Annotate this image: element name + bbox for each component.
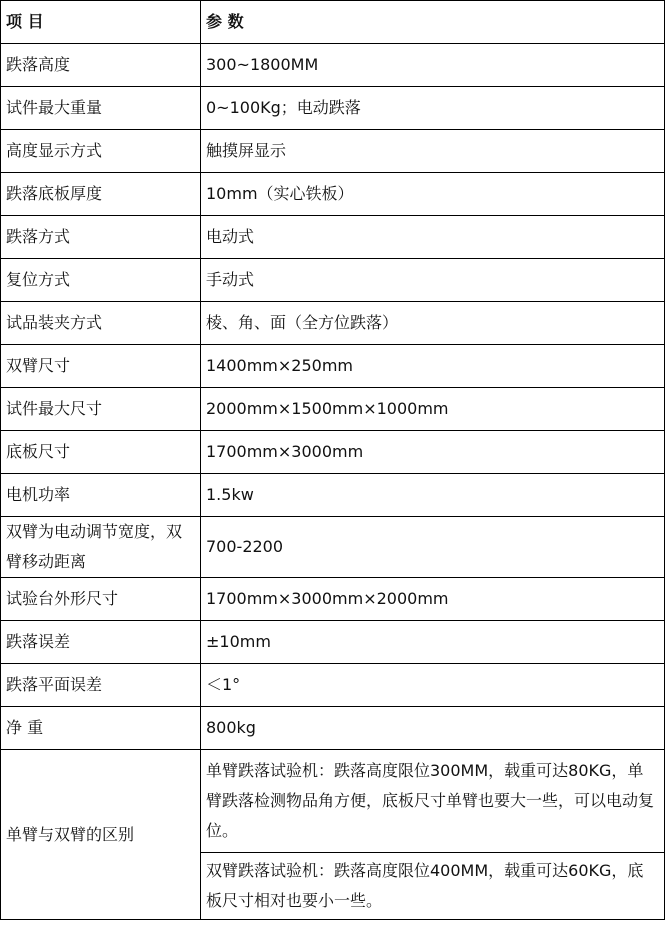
row-param: 1400mm×250mm [201,345,665,388]
table-row [1,345,665,388]
table-row [1,517,665,578]
table-row [1,664,665,707]
row-param: 1.5kw [201,474,665,517]
table-row [1,259,665,302]
table-row [1,216,665,259]
row-item: 试品装夹方式 [1,302,201,345]
row-item: 双臂尺寸 [1,345,201,388]
table-row [1,87,665,130]
row-param: 800kg [201,707,665,750]
row-item: 试验台外形尺寸 [1,578,201,621]
difference-single-arm: 单臂跌落试验机：跌落高度限位300MM，载重可达80KG，单臂跌落检测物品角方便，底板尺寸单臂也要大一些，可以电动复位。 [201,750,665,853]
row-item: 双臂为电动调节宽度，双臂移动距离 [1,517,201,578]
table-row [1,302,665,345]
row-param: 300~1800MM [201,44,665,87]
table-row [1,44,665,87]
table-row [1,130,665,173]
row-param: 700-2200 [201,517,665,578]
row-param: 电动式 [201,216,665,259]
table-row [1,173,665,216]
row-item: 复位方式 [1,259,201,302]
row-item: 跌落误差 [1,621,201,664]
row-item: 电机功率 [1,474,201,517]
row-item: 跌落方式 [1,216,201,259]
row-param: 手动式 [201,259,665,302]
row-param: ±10mm [201,621,665,664]
table-row [1,578,665,621]
table-row [1,431,665,474]
row-param: 10mm（实心铁板） [201,173,665,216]
row-param: 1700mm×3000mm×2000mm [201,578,665,621]
row-item: 高度显示方式 [1,130,201,173]
difference-double-arm: 双臂跌落试验机：跌落高度限位400MM，载重可达60KG，底板尺寸相对也要小一些。 [201,853,665,920]
row-param: 2000mm×1500mm×1000mm [201,388,665,431]
table-header-row [1,1,665,44]
header-param: 参 数 [201,1,665,44]
row-param: 棱、角、面（全方位跌落） [201,302,665,345]
row-item: 试件最大重量 [1,87,201,130]
row-item: 跌落平面误差 [1,664,201,707]
row-item: 跌落高度 [1,44,201,87]
table-row [1,621,665,664]
row-param: ＜1° [201,664,665,707]
difference-item: 单臂与双臂的区别 [1,750,201,920]
row-param: 触摸屏显示 [201,130,665,173]
table-row [1,388,665,431]
table-row-difference [1,750,665,853]
header-item: 项 目 [1,1,201,44]
row-item: 净 重 [1,707,201,750]
table-row [1,707,665,750]
row-item: 底板尺寸 [1,431,201,474]
row-item: 跌落底板厚度 [1,173,201,216]
row-param: 0~100Kg；电动跌落 [201,87,665,130]
row-item: 试件最大尺寸 [1,388,201,431]
table-row [1,474,665,517]
row-param: 1700mm×3000mm [201,431,665,474]
